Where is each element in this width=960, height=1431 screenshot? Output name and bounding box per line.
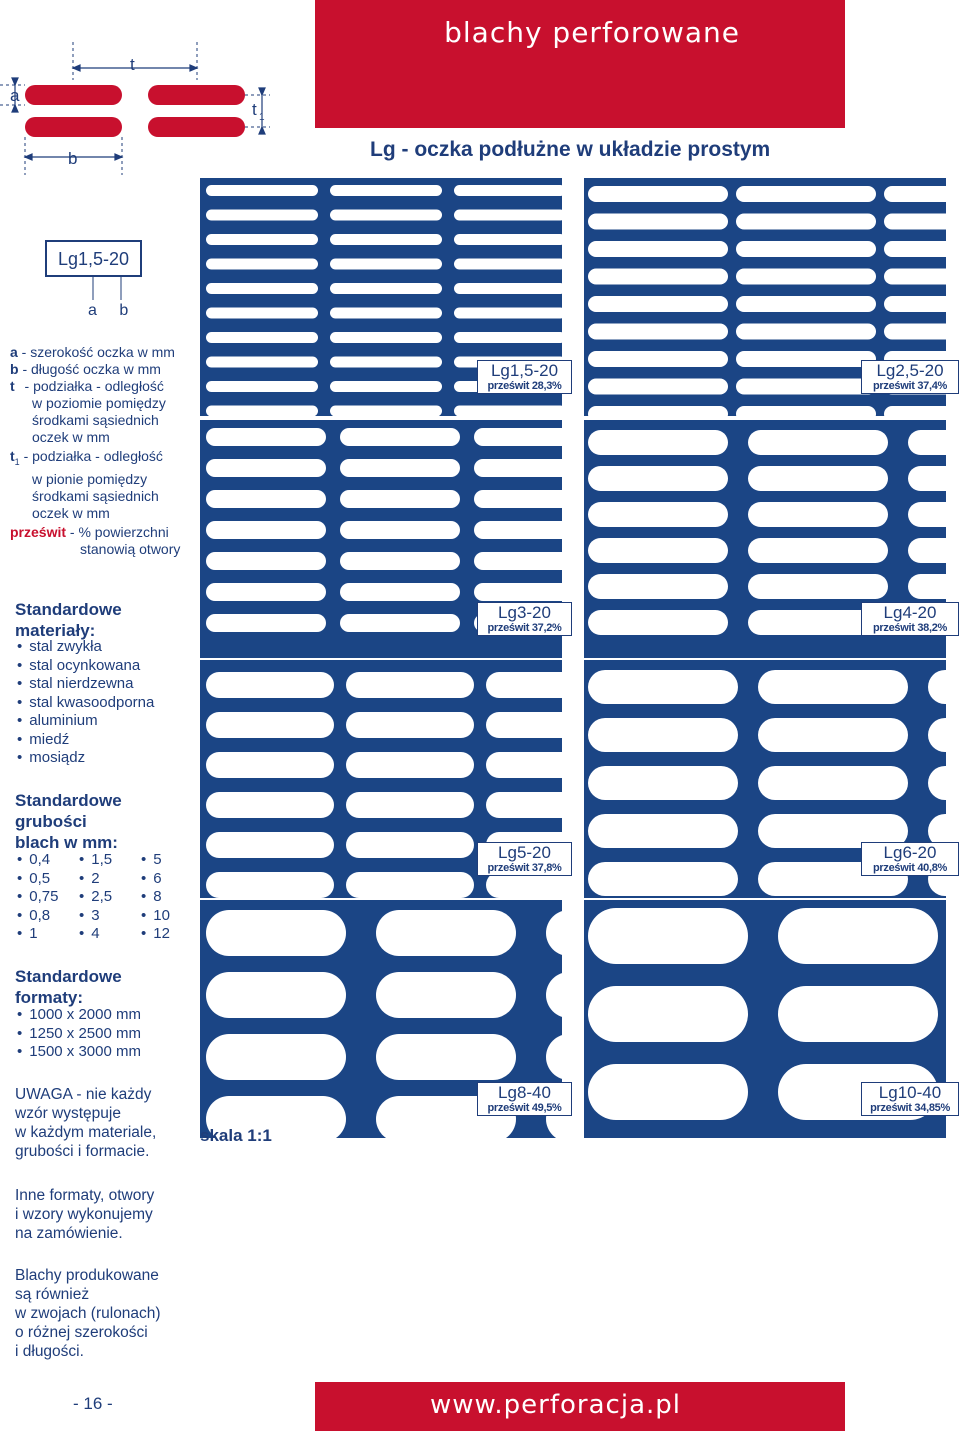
slot-hole xyxy=(588,610,728,635)
slot-hole xyxy=(206,210,318,221)
diagram-label-t: t xyxy=(130,55,135,74)
slot-hole xyxy=(748,502,888,527)
slot-hole xyxy=(206,357,318,368)
panel-open-area: prześwit 49,5% xyxy=(487,1102,562,1114)
diagram-slot xyxy=(25,85,122,105)
slot-hole xyxy=(206,872,334,898)
slot-hole xyxy=(588,670,738,704)
slot-hole xyxy=(736,351,876,367)
slot-hole xyxy=(206,752,334,778)
slot-hole xyxy=(206,332,318,343)
slot-hole xyxy=(748,466,888,491)
definition-t-cont: oczek w mm xyxy=(32,429,110,445)
list-item: • 10 xyxy=(141,907,181,926)
slot-hole xyxy=(330,210,442,221)
slot-hole xyxy=(758,718,908,752)
list-item: • 1250 x 2500 mm xyxy=(17,1025,141,1044)
diagram-label-t1: t xyxy=(252,100,257,119)
slot-hole xyxy=(206,672,334,698)
list-item: • 2,5 xyxy=(79,888,141,907)
panel-code: Lg8-40 xyxy=(498,1083,551,1102)
slot-hole xyxy=(206,583,326,601)
slot-hole xyxy=(454,406,562,417)
slot-hole xyxy=(908,430,946,455)
definition-t: t - podziałka - odległość xyxy=(10,378,164,394)
code-letter-b: b xyxy=(119,302,129,319)
przeswit-definition: prześwit - % powierzchni stanowią otwory xyxy=(10,524,181,557)
list-item: • 1000 x 2000 mm xyxy=(17,1006,141,1025)
slot-hole xyxy=(486,792,562,818)
materials-title: Standardowe materiały: xyxy=(15,600,122,640)
footer-url: www.perforacja.pl xyxy=(430,1390,681,1420)
header-banner xyxy=(315,0,845,128)
slot-hole xyxy=(908,466,946,491)
slot-hole xyxy=(206,283,318,294)
slot-hole xyxy=(340,583,460,601)
list-item: • 0,5 xyxy=(17,870,79,889)
slot-hole xyxy=(736,324,876,340)
slot-hole xyxy=(884,214,946,230)
diagram-slot xyxy=(25,117,122,137)
list-item: • 6 xyxy=(141,870,181,889)
slot-hole xyxy=(340,490,460,508)
definition-t-cont: w poziomie pomiędzy xyxy=(32,395,166,411)
slot-hole xyxy=(758,766,908,800)
slot-hole xyxy=(330,332,442,343)
slot-hole xyxy=(588,1064,748,1120)
slot-hole xyxy=(454,283,562,294)
slot-hole xyxy=(206,712,334,738)
slot-hole xyxy=(908,538,946,563)
panel-code: Lg4-20 xyxy=(883,603,937,622)
panel-label xyxy=(861,842,959,876)
warning-note: UWAGA - nie każdy wzór występuje w każdym materiale, grubości i formacie. xyxy=(15,1086,157,1160)
definition-t1-cont: oczek w mm xyxy=(32,504,110,521)
slot-hole xyxy=(206,459,326,477)
slot-hole xyxy=(330,283,442,294)
panel-code: Lg10-40 xyxy=(878,1083,942,1102)
scale-label: skala 1:1 xyxy=(200,1126,272,1145)
list-item: • stal nierdzewna xyxy=(17,675,154,694)
slot-hole xyxy=(376,972,516,1018)
slot-hole xyxy=(206,910,346,956)
definitions-list xyxy=(10,344,175,522)
slot-hole xyxy=(588,718,738,752)
slot-hole xyxy=(588,430,728,455)
slot-hole xyxy=(206,614,326,632)
slot-hole xyxy=(778,908,938,964)
coils-note: Blachy produkowane są również w zwojach (rulonach) o różnej szerokości i długości. xyxy=(15,1267,161,1360)
panel-open-area: prześwit 28,3% xyxy=(487,380,562,392)
panel-open-area: prześwit 37,8% xyxy=(487,862,562,874)
slot-hole xyxy=(206,234,318,245)
slot-hole xyxy=(330,406,442,417)
slot-hole xyxy=(748,430,888,455)
slot-hole xyxy=(330,381,442,392)
slot-hole xyxy=(474,459,562,477)
list-item: • 1500 x 3000 mm xyxy=(17,1043,141,1062)
slot-hole xyxy=(454,332,562,343)
panel-open-area: prześwit 34,85% xyxy=(870,1102,950,1114)
page-subtitle: Lg - oczka podłużne w układzie prostym xyxy=(370,138,771,161)
slot-hole xyxy=(588,269,728,285)
slot-hole xyxy=(908,502,946,527)
slot-hole xyxy=(330,308,442,319)
diagram-label-a: a xyxy=(10,86,20,105)
slot-hole xyxy=(588,766,738,800)
slot-hole xyxy=(474,428,562,446)
formats-list xyxy=(17,1006,141,1062)
slot-hole xyxy=(748,538,888,563)
list-item: • 4 xyxy=(79,925,141,944)
slot-hole xyxy=(748,574,888,599)
slot-hole xyxy=(778,986,938,1042)
panel-code: Lg2,5-20 xyxy=(876,361,944,380)
slot-hole xyxy=(340,614,460,632)
slot-hole xyxy=(588,814,738,848)
slot-hole xyxy=(474,583,562,601)
footer-banner xyxy=(315,1382,845,1431)
list-item: • 3 xyxy=(79,907,141,926)
panel-code: Lg5-20 xyxy=(498,843,551,862)
diagram-label-t1-sub: 1 xyxy=(259,112,265,123)
slot-hole xyxy=(454,210,562,221)
custom-order-note: Inne formaty, otwory i wzory wykonujemy na zamówienie. xyxy=(15,1187,155,1242)
slot-hole xyxy=(376,1034,516,1080)
list-item: • mosiądz xyxy=(17,749,154,768)
code-example-box: Lg1,5-20 xyxy=(45,240,142,277)
slot-hole xyxy=(736,379,876,395)
thickness-list xyxy=(17,851,181,944)
slot-hole xyxy=(330,234,442,245)
list-item: • 1 xyxy=(17,925,79,944)
slot-hole xyxy=(206,259,318,270)
slot-hole xyxy=(206,490,326,508)
slot-hole xyxy=(588,986,748,1042)
definition-t1-cont: w pionie pomiędzy xyxy=(32,470,148,487)
slot-hole xyxy=(346,712,474,738)
slot-hole xyxy=(884,406,946,416)
panel-label xyxy=(477,360,572,394)
list-item: • stal ocynkowana xyxy=(17,657,154,676)
slot-hole xyxy=(588,502,728,527)
slot-hole xyxy=(206,185,318,196)
slot-hole xyxy=(340,552,460,570)
list-item: • 0,4 xyxy=(17,851,79,870)
slot-hole xyxy=(736,214,876,230)
slot-dimension-diagram xyxy=(0,40,290,180)
slot-hole xyxy=(454,308,562,319)
materials-list xyxy=(17,638,154,768)
diagram-slots xyxy=(25,85,245,137)
panel-label xyxy=(477,1082,572,1116)
list-item: • 8 xyxy=(141,888,181,907)
diagram-label-b: b xyxy=(68,149,78,168)
slot-hole xyxy=(486,752,562,778)
slot-hole xyxy=(736,296,876,312)
slot-hole xyxy=(206,792,334,818)
panel-open-area: prześwit 38,2% xyxy=(872,622,948,634)
header-title: blachy perforowane xyxy=(444,16,740,49)
diagram-slot xyxy=(148,85,245,105)
slot-hole xyxy=(736,406,876,416)
slot-hole xyxy=(454,234,562,245)
slot-hole xyxy=(454,185,562,196)
panel-open-area: prześwit 40,8% xyxy=(872,862,948,874)
slot-hole xyxy=(588,862,738,896)
slot-hole xyxy=(486,712,562,738)
list-item: • stal zwykła xyxy=(17,638,154,657)
slot-hole xyxy=(884,269,946,285)
panel-code: Lg6-20 xyxy=(883,843,937,862)
slot-hole xyxy=(908,574,946,599)
list-item: • 5 xyxy=(141,851,181,870)
slot-hole xyxy=(330,357,442,368)
slot-hole xyxy=(588,538,728,563)
slot-hole xyxy=(330,259,442,270)
definition-t-cont: środkami sąsiednich xyxy=(32,412,159,428)
list-item: • 2 xyxy=(79,870,141,889)
slot-hole xyxy=(376,910,516,956)
definition-t1: $t_1$ - podziałka - odległość xyxy=(10,448,163,467)
list-item: • 12 xyxy=(141,925,181,944)
slot-hole xyxy=(588,574,728,599)
definition-t1-cont: środkami sąsiednich xyxy=(32,487,159,504)
slot-hole xyxy=(346,872,474,898)
list-item: • aluminium xyxy=(17,712,154,731)
list-item: • 0,8 xyxy=(17,907,79,926)
slot-hole xyxy=(588,186,728,202)
slot-hole xyxy=(474,521,562,539)
panel-label xyxy=(477,602,572,636)
code-letters xyxy=(88,302,128,320)
panel-open-area: prześwit 37,2% xyxy=(487,622,562,634)
slot-hole xyxy=(588,324,728,340)
slot-hole xyxy=(588,351,728,367)
slot-hole xyxy=(346,832,474,858)
slot-hole xyxy=(346,672,474,698)
diagram-slot xyxy=(148,117,245,137)
slot-hole xyxy=(588,466,728,491)
definition-a: a - szerokość oczka w mm xyxy=(10,344,175,360)
slot-hole xyxy=(736,186,876,202)
slot-hole xyxy=(340,459,460,477)
slot-hole xyxy=(758,670,908,704)
definition-b: b - długość oczka w mm xyxy=(10,361,161,377)
slot-hole xyxy=(206,428,326,446)
slot-hole xyxy=(340,428,460,446)
slot-hole xyxy=(346,792,474,818)
slot-hole xyxy=(486,672,562,698)
formats-title: Standardowe formaty: xyxy=(15,967,122,1007)
slot-hole xyxy=(454,259,562,270)
slot-hole xyxy=(884,186,946,202)
slot-hole xyxy=(588,379,728,395)
panel-label xyxy=(477,842,572,876)
slot-hole xyxy=(588,908,748,964)
slot-hole xyxy=(206,521,326,539)
slot-hole xyxy=(346,752,474,778)
slot-hole xyxy=(884,324,946,340)
list-item: • 0,75 xyxy=(17,888,79,907)
slot-hole xyxy=(206,406,318,417)
slot-hole xyxy=(588,406,728,416)
slot-hole xyxy=(884,296,946,312)
panel-label xyxy=(861,360,959,394)
slot-hole xyxy=(206,381,318,392)
slot-hole xyxy=(206,1034,346,1080)
slot-hole xyxy=(206,308,318,319)
list-item: • stal kwasoodporna xyxy=(17,694,154,713)
list-item: • 1,5 xyxy=(79,851,141,870)
slot-hole xyxy=(340,521,460,539)
slot-hole xyxy=(474,490,562,508)
slot-hole xyxy=(206,832,334,858)
panel-open-area: prześwit 37,4% xyxy=(872,380,948,392)
slot-hole xyxy=(206,972,346,1018)
slot-hole xyxy=(588,214,728,230)
slot-hole xyxy=(736,269,876,285)
code-letter-a: a xyxy=(88,302,97,319)
thickness-title: Standardowe grubości blach w mm: xyxy=(15,791,122,852)
slot-hole xyxy=(736,241,876,257)
slot-hole xyxy=(588,296,728,312)
slot-hole xyxy=(474,552,562,570)
code-pointer-lines xyxy=(45,276,145,302)
panel-code: Lg3-20 xyxy=(498,603,551,622)
panel-label xyxy=(861,1082,959,1116)
slot-hole xyxy=(206,552,326,570)
page-number: - 16 - xyxy=(73,1394,113,1413)
panel-code: Lg1,5-20 xyxy=(490,361,559,380)
slot-hole xyxy=(330,185,442,196)
panel-label xyxy=(861,602,959,636)
list-item: • miedź xyxy=(17,731,154,750)
slot-hole xyxy=(588,241,728,257)
slot-hole xyxy=(884,241,946,257)
